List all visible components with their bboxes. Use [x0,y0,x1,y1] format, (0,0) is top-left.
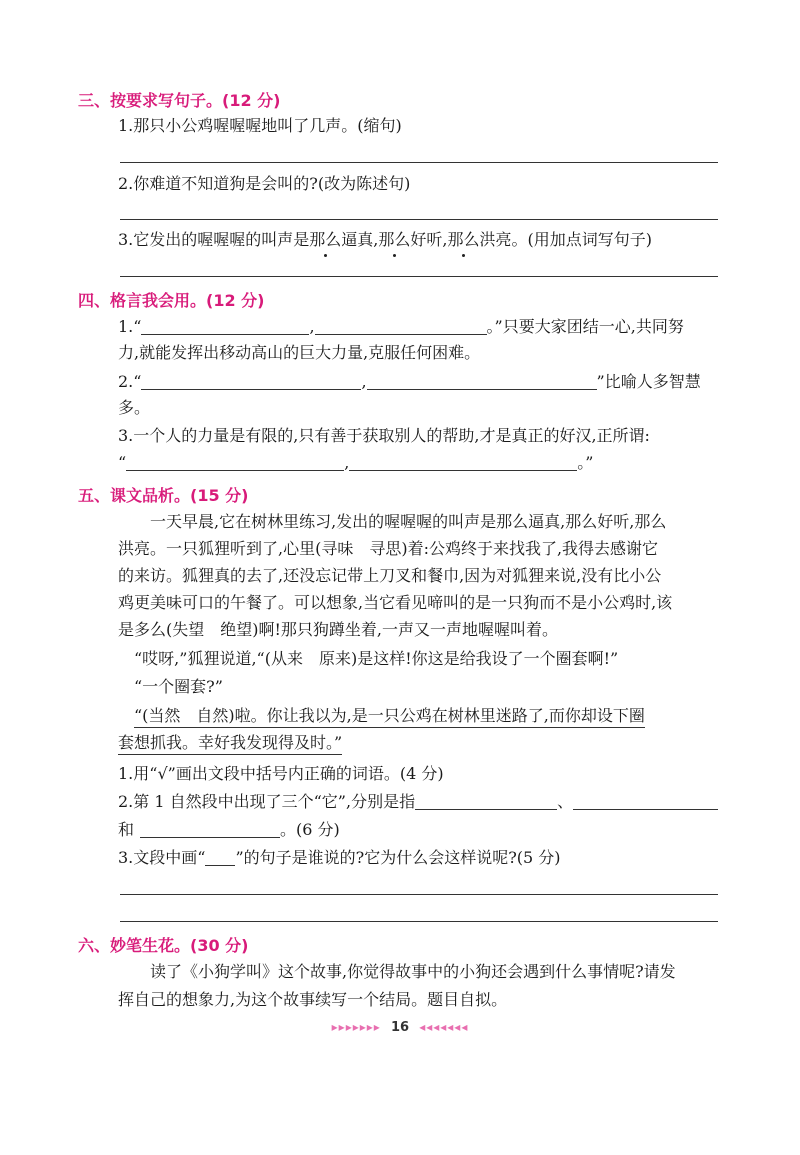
s3-question-2: 2.你难道不知道狗是会叫的?(改为陈述句) [118,174,411,193]
s4-question-3-line-1: 3.一个人的力量是有限的,只有善于获取别人的帮助,才是真正的好汉,正所谓: [118,426,650,445]
s5-q2-blank-3[interactable] [140,821,280,838]
s5-passage-line-9 [118,733,342,753]
s4-q3-blank-1[interactable] [126,454,344,471]
quote-close: 。” [577,453,594,472]
s5-question-2-line-1 [118,792,718,812]
page-footer [0,1020,800,1035]
s6-prompt-line-2: 挥自己的想象力,为这个故事续写一个结局。题目自拟。 [118,990,508,1009]
s5-passage-line-1: 一天早晨,它在树林里练习,发出的喔喔喔的叫声是那么逼真,那么好听,那么 [150,512,667,531]
quote-open: “ [118,453,127,472]
s3-q3-text-c: 好听, [410,230,448,249]
s4-q3-blank-2[interactable] [349,454,577,471]
s4-question-2-line-1 [118,372,701,392]
s5-passage-line-4: 鸡更美味可口的午餐了。可以想象,当它看见啼叫的是一只狗而不是小公鸡时,该 [118,593,673,612]
s5-answer-line-1[interactable] [120,894,718,895]
s3-q3-dotted-word-2: 那么 [378,230,411,249]
comma: , [361,372,367,391]
section-6-title: 六、妙笔生花。(30 分) [78,936,249,955]
s5-passage-line-7: “一个圈套?” [134,677,223,696]
s5-underlined-sentence-part-1: “(当然 自然)啦。你让我以为,是一只公鸡在树林里迷路了,而你却设下圈 [134,706,645,728]
s4-question-1-line-2: 力,就能发挥出移动高山的巨大力量,克服任何困难。 [118,343,481,362]
comma: , [309,317,315,336]
s5-passage-line-2: 洪亮。一只狐狸听到了,心里(寻味 寻思)着:公鸡终于来找我了,我得去感谢它 [118,539,659,558]
s3-question-3 [118,230,652,250]
s6-prompt-line-1: 读了《小狗学叫》这个故事,你觉得故事中的小狗还会遇到什么事情呢?请发 [150,962,676,981]
s5-q3-wavy-mark [205,851,235,866]
s5-question-3 [118,848,561,868]
quote-open: 1.“ [118,317,142,336]
s5-answer-line-2[interactable] [120,921,718,922]
s5-passage-line-8 [134,706,645,726]
s5-passage-line-6: “哎呀,”狐狸说道,“(从来 原来)是这样!你这是给我设了一个圈套啊!” [134,649,619,668]
s5-q3-text-b: ”的句子是谁说的?它为什么会这样说呢?(5 分) [235,848,561,867]
page-number: 16 [390,1020,410,1035]
s3-question-1: 1.那只小公鸡喔喔喔地叫了几声。(缩句) [118,116,402,135]
quote-open: 2.“ [118,372,142,391]
right-arrows-icon: ▸▸▸▸▸▸▸ [331,1020,381,1034]
s5-question-1: 1.用“√”画出文段中括号内正确的词语。(4 分) [118,764,444,783]
s3-q3-dotted-word-1: 那么 [309,230,342,249]
s5-q2-score: 。(6 分) [280,820,340,839]
s4-question-3-line-2 [118,453,593,473]
s3-answer-line-3[interactable] [120,276,718,277]
s4-q1-blank-2[interactable] [315,318,487,335]
s5-q3-text-a: 3.文段中画“ [118,848,206,867]
pause-mark: 、 [557,792,574,811]
s5-question-2-line-2 [118,820,340,840]
s3-q3-dotted-word-3: 那么 [447,230,480,249]
s5-q2-text: 2.第 1 自然段中出现了三个“它”,分别是指 [118,792,416,811]
s5-q2-blank-1[interactable] [415,793,557,810]
s5-q2-blank-2[interactable] [573,793,718,810]
section-5-title: 五、课文品析。(15 分) [78,486,249,505]
s5-passage-line-5: 是多么(失望 绝望)啊!那只狗蹲坐着,一声又一声地喔喔叫着。 [118,620,559,639]
s4-q1-blank-1[interactable] [141,318,309,335]
s3-answer-line-1[interactable] [120,162,718,163]
s4-question-2-line-2: 多。 [118,398,151,417]
s3-q3-text-e: 洪亮。(用加点词写句子) [479,230,653,249]
s4-question-1-line-1 [118,317,684,337]
s4-q2-text: ”比喻人多智慧 [596,372,701,391]
s4-q1-text: 。”只要大家团结一心,共同努 [486,317,684,336]
s4-q2-blank-1[interactable] [141,373,361,390]
section-3-title: 三、按要求写句子。(12 分) [78,91,281,110]
section-4-title: 四、格言我会用。(12 分) [78,291,265,310]
s5-underlined-sentence-part-2: 套想抓我。幸好我发现得及时。” [118,733,342,755]
left-arrows-icon: ◂◂◂◂◂◂◂ [419,1020,469,1034]
s3-answer-line-2[interactable] [120,219,718,220]
s3-q3-text-b: 逼真, [341,230,379,249]
s5-passage-line-3: 的来访。狐狸真的去了,还没忘记带上刀叉和餐巾,因为对狐狸来说,没有比小公 [118,566,662,585]
s4-q2-blank-2[interactable] [367,373,597,390]
and-text: 和 [118,820,135,839]
s3-q3-text-a: 3.它发出的喔喔喔的叫声是 [118,230,310,249]
comma: , [344,453,350,472]
